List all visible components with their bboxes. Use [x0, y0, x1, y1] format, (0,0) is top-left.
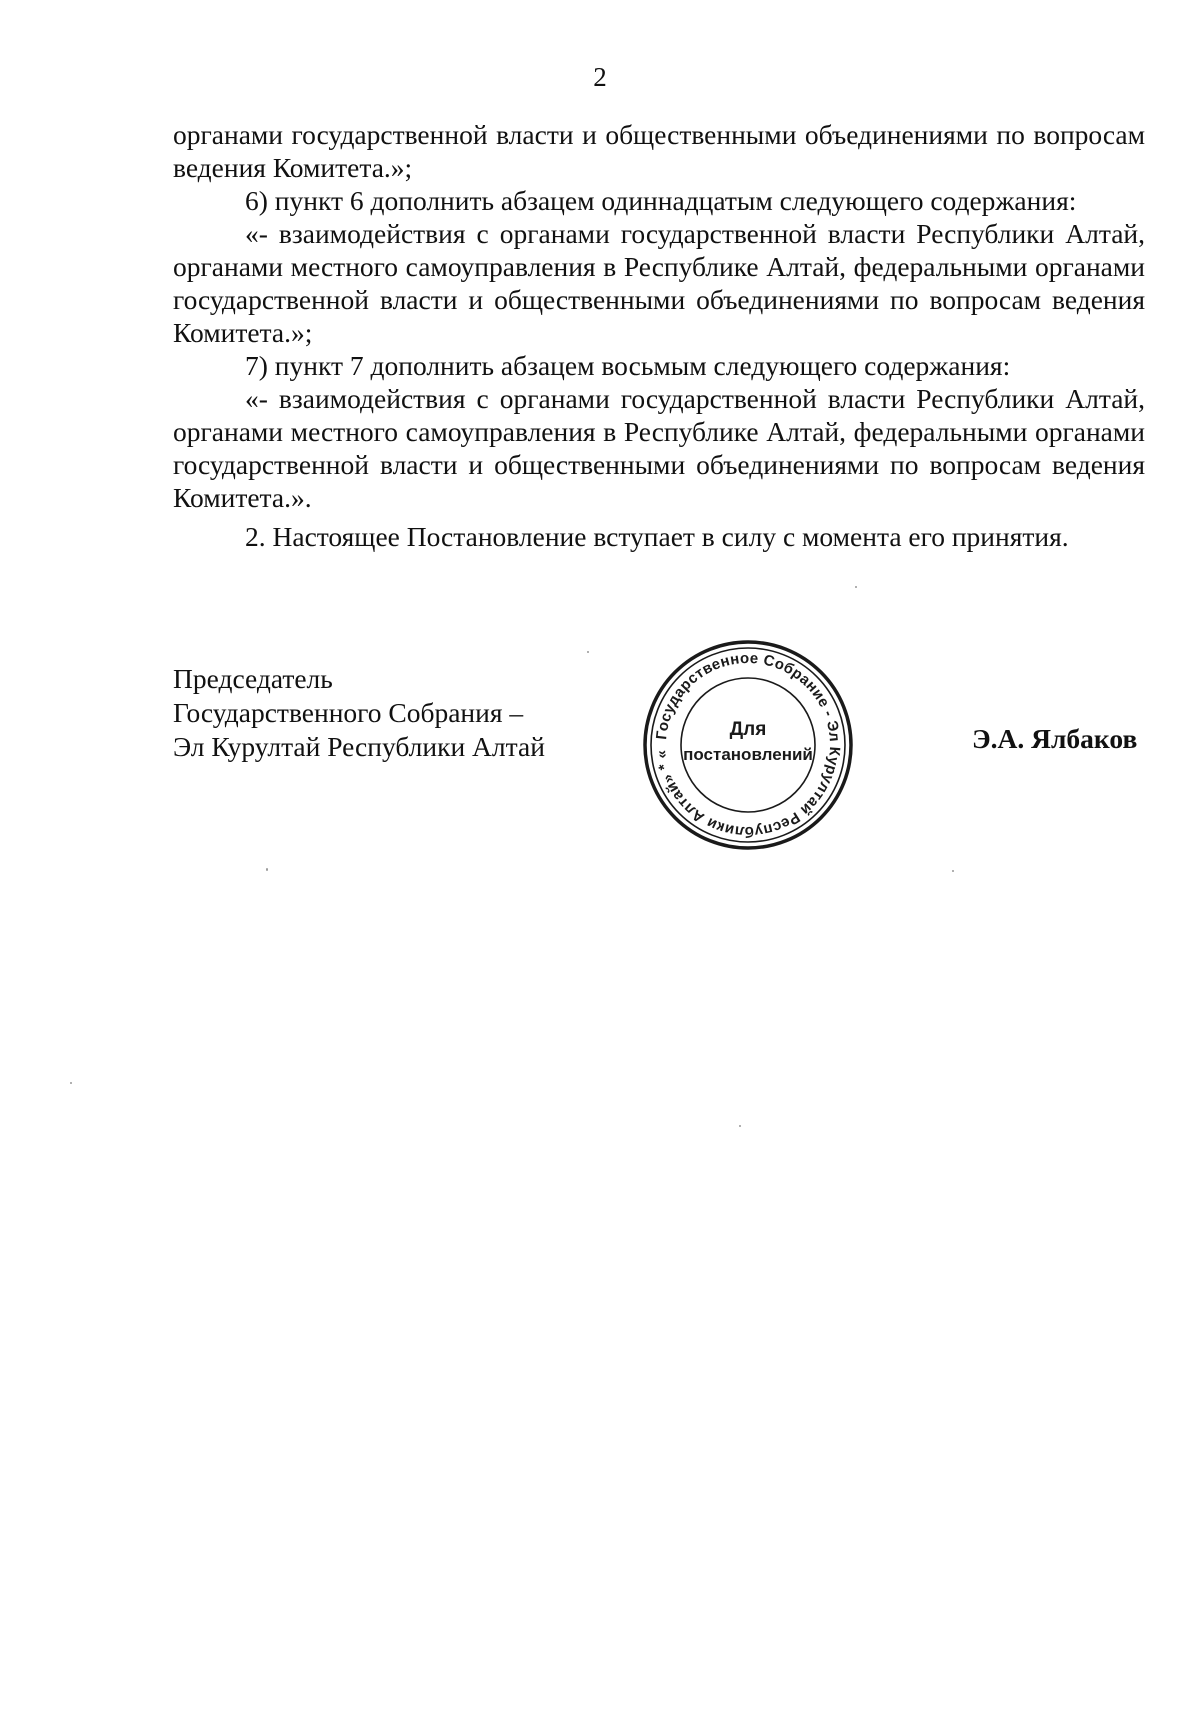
paragraph-item-7: 7) пункт 7 дополнить абзацем восьмым следующего содержания:: [245, 350, 1011, 381]
scan-speck: [70, 1082, 72, 1084]
scan-speck: [587, 651, 589, 653]
paragraph-item-6-text: «- взаимодействия с органами государственной власти Республики Алтай, органами местного самоуправления в Республике Алтай, федеральными органами государственной власти и общественными объединениями по вопросам ведения Комитета.»;: [173, 218, 1145, 348]
scan-speck: [739, 1125, 741, 1127]
scan-speck: [266, 868, 268, 871]
paragraph-continuation: органами государственной власти и общественными объединениями по вопросам ведения Комитета.»;: [173, 119, 1145, 183]
document-body: [173, 118, 1145, 553]
seal-center-line-1: Для: [729, 719, 767, 740]
signatory-title-line-2: Государственного Собрания –: [173, 697, 524, 728]
paragraph-item-7-text: «- взаимодействия с органами государственной власти Республики Алтай, органами местного самоуправления в Республике Алтай, федеральными органами государственной власти и общественными объединениями по вопросам ведения Комитета.».: [173, 383, 1145, 513]
official-seal: [640, 637, 856, 853]
paragraph-clause-2: 2. Настоящее Постановление вступает в силу с момента его принятия.: [245, 521, 1069, 552]
seal-center-line-2: постановлений: [683, 745, 813, 764]
signatory-name: Э.А. Ялбаков: [972, 723, 1138, 754]
signatory-title: [173, 662, 593, 764]
seal-ring-text: Государственное Собрание - Эл Курултай Республики Алтай» * «: [653, 649, 844, 841]
page-number: 2: [593, 62, 607, 92]
scan-speck: [855, 586, 857, 588]
signatory-title-line-3: Эл Курултай Республики Алтай: [173, 731, 545, 762]
paragraph-item-6: 6) пункт 6 дополнить абзацем одиннадцатым следующего содержания:: [245, 185, 1077, 216]
signatory-title-line-1: Председатель: [173, 663, 333, 694]
scan-speck: [952, 870, 954, 872]
